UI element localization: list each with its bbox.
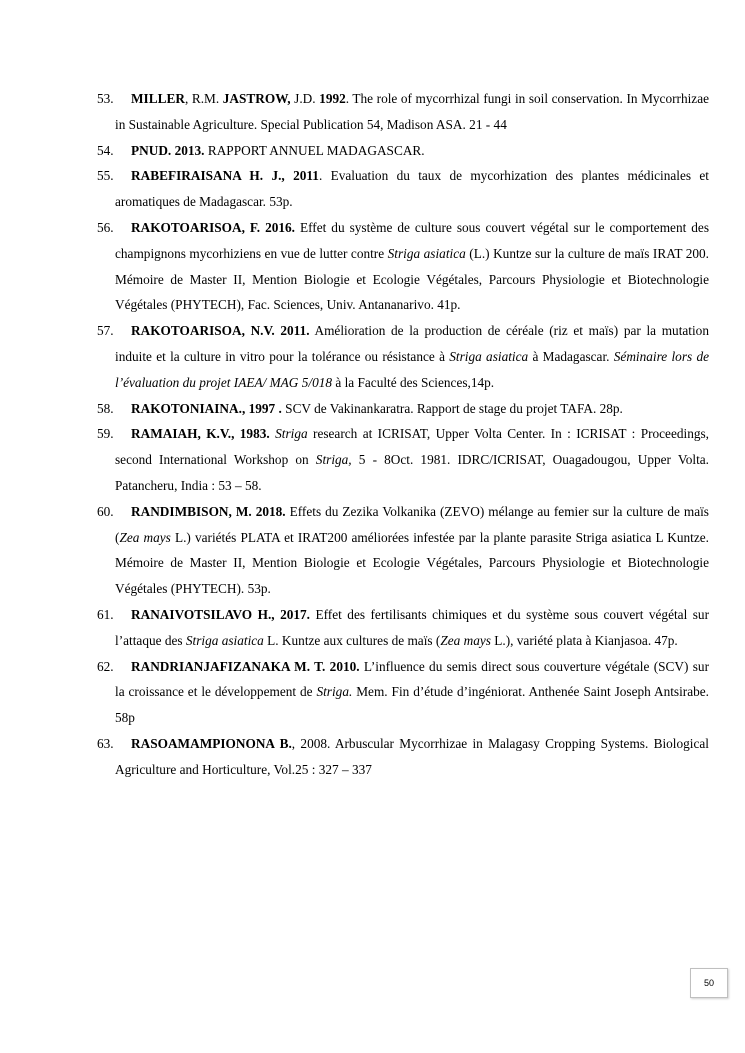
- reference-text: SCV de Vakinankaratra. Rapport de stage du projet TAFA. 28p.: [281, 400, 623, 416]
- reference-text: 5 - 8Oct. 1981. IDRC/ICRISAT, Ouagadougou, Upper Volta. Patancheru, India : 53 – 58.: [115, 452, 709, 493]
- reference-text: Effet du système de culture sous couvert végétal sur le comportement des champignons mycorhiziens en vue de lutter contre: [115, 219, 709, 261]
- reference-italic-text: Zea mays: [119, 529, 171, 545]
- reference-author-bold: JASTROW,: [222, 91, 291, 106]
- reference-number: 62.: [97, 658, 114, 674]
- reference-author-bold: RAKOTOARISOA, F. 2016.: [131, 219, 296, 235]
- reference-text: (L.) Kuntze sur la culture de maïs IRAT 200. Mémoire de Master II, Mention Biologie et Ecologie Végétales, Parcours Physiologie et Biotechnologie Végétales (PHYTECH), Fac. Sciences, Univ. Antananarivo. 41p.: [115, 245, 709, 313]
- reference-number: 56.: [97, 219, 114, 235]
- reference-text: Effets du Zezika Volkanika (ZEVO) mélange au femier sur la culture de maïs (: [115, 503, 709, 545]
- reference-item: [97, 86, 709, 138]
- reference-number: 54.: [97, 142, 114, 158]
- reference-italic-text: Striga.: [316, 684, 353, 700]
- reference-text: à la Faculté des Sciences,14p.: [332, 374, 495, 390]
- reference-italic-text: Striga asiatica: [185, 632, 264, 648]
- reference-item: [97, 654, 709, 731]
- reference-text: . The role of mycorrhizal fungi in soil conservation. In Mycorrhizae in Sustainable Agriculture. Special Publication 54, Madison ASA. 21 - 44: [115, 91, 710, 132]
- reference-item: [97, 163, 709, 215]
- reference-author-bold: RAMAIAH, K.V., 1983.: [131, 426, 270, 442]
- reference-number: 60.: [97, 503, 114, 519]
- reference-item: [97, 499, 709, 602]
- reference-author-bold: MILLER: [131, 91, 185, 106]
- reference-item: [97, 138, 709, 164]
- reference-text: Amélioration de la production de céréale (riz et maïs) par la mutation induite et la culture in vitro pour la tolérance ou résistance à: [115, 323, 709, 364]
- reference-author-bold: 1992: [319, 91, 346, 106]
- reference-text: , R.M.: [184, 91, 223, 106]
- reference-number: 61.: [97, 606, 114, 622]
- reference-author-bold: RASOAMAMPIONONA B.: [131, 735, 292, 751]
- reference-number: 58.: [97, 400, 114, 416]
- reference-italic-text: Séminaire lors de l’évaluation du projet IAEA/ MAG 5/018: [115, 348, 710, 390]
- reference-text: J.D.: [290, 91, 320, 106]
- reference-item: [97, 215, 709, 318]
- reference-number: 63.: [97, 735, 114, 751]
- reference-number: 53.: [97, 91, 114, 106]
- reference-item: [97, 602, 709, 654]
- reference-item: [97, 318, 709, 395]
- reference-italic-text: Striga,: [315, 452, 352, 468]
- reference-text: Effet des fertilisants chimiques et du système sous couvert végétal sur l’attaque des: [115, 606, 709, 648]
- reference-author-bold: RAKOTOARISOA, N.V. 2011.: [131, 323, 310, 339]
- reference-author-bold: RANAIVOTSILAVO H., 2017.: [131, 606, 311, 622]
- reference-italic-text: Zea mays: [440, 632, 491, 648]
- reference-text: L. Kuntze aux cultures de maïs (: [263, 632, 441, 648]
- reference-text: L.) variétés PLATA et IRAT200 améliorées infestée par la plante parasite Striga asiatica L Kuntze. Mémoire de Master II, Mention Biologie et Ecologie Végétales, Parcours Physiologie et Biotechnologie Végétales (PHYTECH). 53p.: [115, 529, 709, 597]
- reference-text: research at ICRISAT, Upper Volta Center. In : ICRISAT : Proceedings, second International Workshop on: [115, 426, 710, 468]
- reference-item: [97, 396, 709, 422]
- reference-italic-text: Striga asiatica: [387, 245, 466, 261]
- reference-italic-text: Striga asiatica: [449, 348, 529, 364]
- reference-text: . Evaluation du taux de mycorhization des plantes médicinales et aromatiques de Madagascar. 53p.: [115, 168, 710, 210]
- reference-item: [97, 421, 709, 498]
- reference-text: RAPPORT ANNUEL MADAGASCAR.: [204, 142, 425, 158]
- reference-author-bold: RANDIMBISON, M. 2018.: [131, 503, 286, 519]
- reference-author-bold: RAKOTONIAINA., 1997 .: [131, 400, 282, 416]
- reference-author-bold: RABEFIRAISANA H. J., 2011: [131, 168, 319, 184]
- reference-list: [97, 86, 709, 783]
- reference-text: à Madagascar.: [528, 348, 614, 364]
- reference-text: , 2008. Arbuscular Mycorrhizae in Malagasy Cropping Systems. Biological Agriculture and Horticulture, Vol.25 : 327 – 337: [115, 735, 709, 777]
- reference-item: [97, 731, 709, 783]
- reference-text: L’influence du semis direct sous couverture végétale (SCV) sur la croissance et le développement de: [115, 658, 709, 700]
- reference-italic-text: Striga: [275, 426, 308, 442]
- reference-text: Mem. Fin d’étude d’ingéniorat. Anthenée Saint Joseph Antsirabe. 58p: [115, 684, 710, 726]
- reference-text: L.), variété plata à Kianjasoa. 47p.: [490, 632, 678, 648]
- reference-number: 59.: [97, 426, 114, 442]
- page-number: 50: [690, 968, 728, 998]
- reference-author-bold: RANDRIANJAFIZANAKA M. T. 2010.: [131, 658, 360, 674]
- reference-author-bold: PNUD. 2013.: [131, 142, 205, 158]
- reference-number: 55.: [97, 168, 114, 184]
- reference-number: 57.: [97, 323, 114, 339]
